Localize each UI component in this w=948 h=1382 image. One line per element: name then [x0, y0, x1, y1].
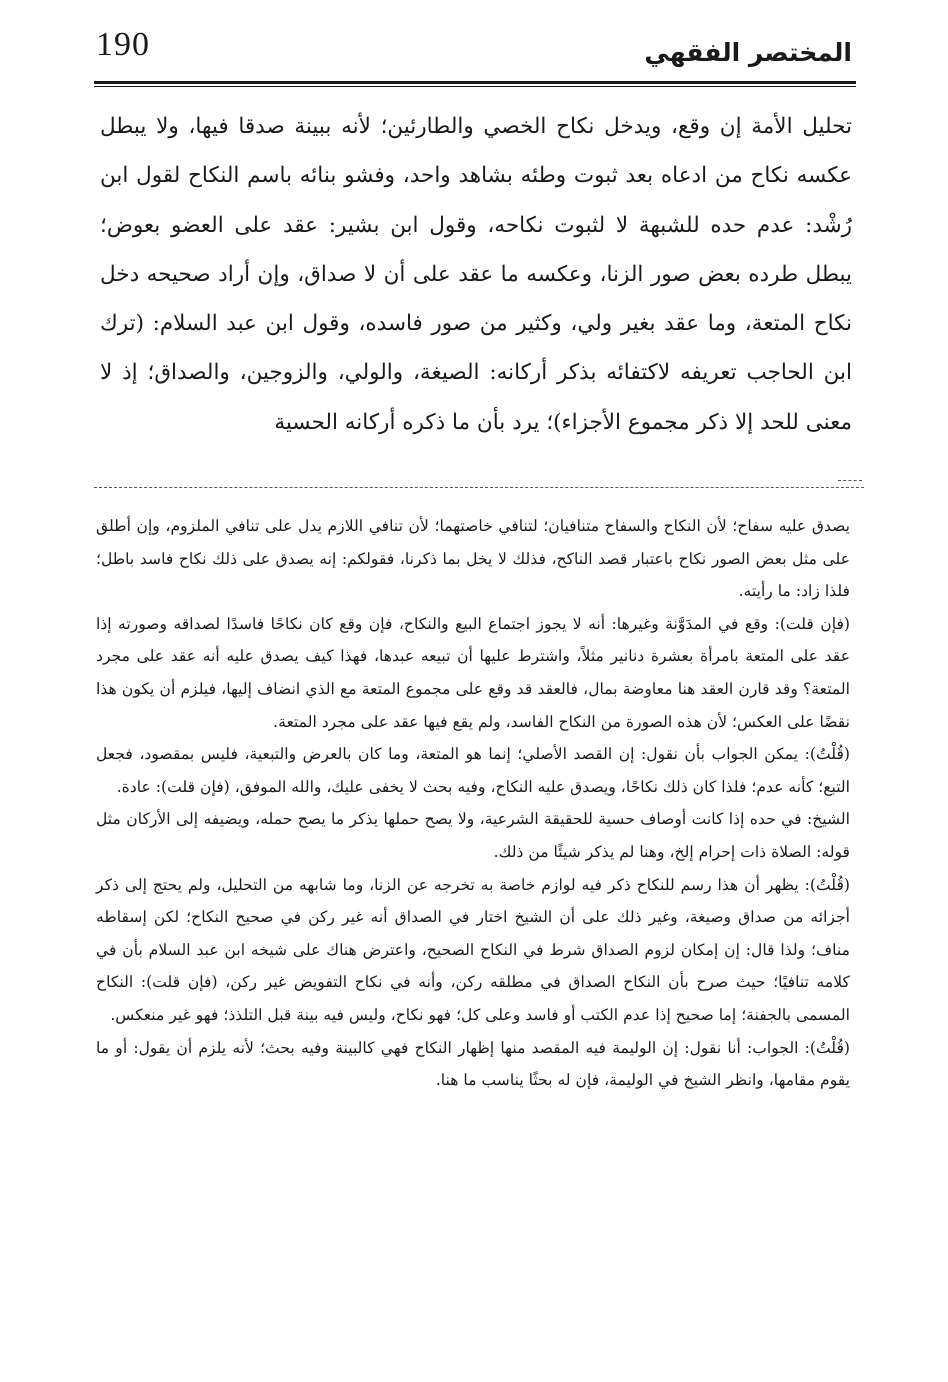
header-rule-thin — [94, 86, 856, 87]
running-title: المختصر الفقهي — [644, 38, 852, 67]
footnotes — [96, 510, 850, 1097]
footnote-separator — [94, 487, 864, 488]
footnote-paragraph: (فإن قلت): وقع في المدَوَّنة وغيرها: أنه لا يجوز اجتماع البيع والنكاح، فإن وقع كان نكاحًا فاسدًا لصداقه وصورته إذا عقد على المتعة بامرأة بعشرة دنانير مثلاً، واشترط عليها أن تبيعه عبدها، فهذا كيف يصدق عليه أنه عقد على مجرد المتعة؟ وقد قارن العقد هنا معاوضة بمال، فالعقد قد وقع على مجموع المتعة مع الذي انضاف إليها، فيلزم أن يكون هذا نقضًا على العكس؛ لأن هذه الصورة من النكاح الفاسد، ولم يقع فيها عقد على مجرد المتعة. — [96, 614, 850, 731]
footnote-paragraph: (قُلْتُ): يظهر أن هذا رسم للنكاح ذكر فيه لوازم خاصة به تخرجه عن الزنا، وما شابهه من التحليل، ولم يحتج إلى ذكر أجزائه من صداق وصيغة، وغير ذلك على أن الشيخ اختار في الصداق أنه غير ركن في صحيح النكاح؛ لكن إسقاطه مناف؛ ولذا قال: إن إمكان لزوم الصداق شرط في النكاح الصحيح، واعترض هناك على شيخه ابن عبد السلام بأن في كلامه تنافيًا؛ حيث صرح بأن النكاح الصداق في مطلقه ركن، وأنه في نكاح التفويض غير ركن، (فإن قلت): النكاح المسمى بالجفنة؛ إما صحيح إذا عدم الكتب أو فاسد وعلى كل؛ فهو نكاح، وليس فيه بينة قبل التلذذ؛ فهو غير منعكس. — [96, 875, 850, 1024]
footnote-paragraph: الشيخ: في حده إذا كانت أوصاف حسية للحقيقة الشرعية، ولا يصح حملها يذكر ما يصح حمله، ويضيفه إلى الأركان مثل قوله: الصلاة ذات إحرام إلخ، وهنا لم يذكر شيئًا من ذلك. — [96, 810, 850, 861]
footnote-paragraph: (قُلْتُ): يمكن الجواب بأن نقول: إن القصد الأصلي؛ إنما هو المتعة، وما كان بالعرض والتبعية، فليس بمقصود، فجعل التبع؛ كأنه عدم؛ فلذا كان ذلك نكاحًا، ويصدق عليه النكاح، وفيه بحث لا يخفى عليك، والله الموفق، (فإن قلت): عادة. — [96, 745, 850, 796]
header-rule — [94, 81, 856, 84]
main-paragraph: تحليل الأمة إن وقع، ويدخل نكاح الخصي والطارئين؛ لأنه ببينة صدقا فيها، ولا يبطل عكسه نكاح من ادعاه بعد ثبوت وطئه بشاهد واحد، وفشو بنائه باسم النكاح لقول ابن رُشْد: عدم حده للشبهة لا لثبوت نكاحه، وقول ابن بشير: عقد على العضو بعوض؛ يبطل طرده بعض صور الزنا، وعكسه ما عقد على أن لا صداق، وإن أراد صحيحه دخل نكاح المتعة، وما عقد بغير ولي، وكثير من صور فاسده، وقول ابن عبد السلام: (ترك ابن الحاجب تعريفه لاكتفائه بذكر أركانه: الصيغة، والولي، والزوجين، والصداق؛ إذ لا معنى للحد إلا ذكر مجموع الأجزاء)؛ يرد بأن ما ذكره أركانه الحسية — [100, 114, 852, 435]
page-number: 190 — [96, 26, 150, 63]
footnote-paragraph: يصدق عليه سفاح؛ لأن النكاح والسفاح متنافيان؛ لتنافي خاصتهما؛ لأن تنافي اللازم يدل على تنافي الملزوم، وإن أطلق على مثل بعض الصور نكاح باعتبار قصد الناكح، فذلك لا يخل بما ذكرنا، فقولكم: إنه يصدق على ذلك نكاح فاسد باطل؛ فلذا زاد: ما رأيته. — [96, 517, 850, 601]
main-text — [100, 102, 852, 447]
footnote-paragraph: (قُلْتُ): الجواب: أنا نقول: إن الوليمة فيه المقصد منها إظهار النكاح فهي كالبينة وفيه بحث؛ لأنه يلزم أن يقول: أو ما يقوم مقامها، وانظر الشيخ في الوليمة، فإن له بحثًا يناسب ما هنا. — [96, 1038, 850, 1090]
footnote-separator-mark — [838, 480, 862, 481]
